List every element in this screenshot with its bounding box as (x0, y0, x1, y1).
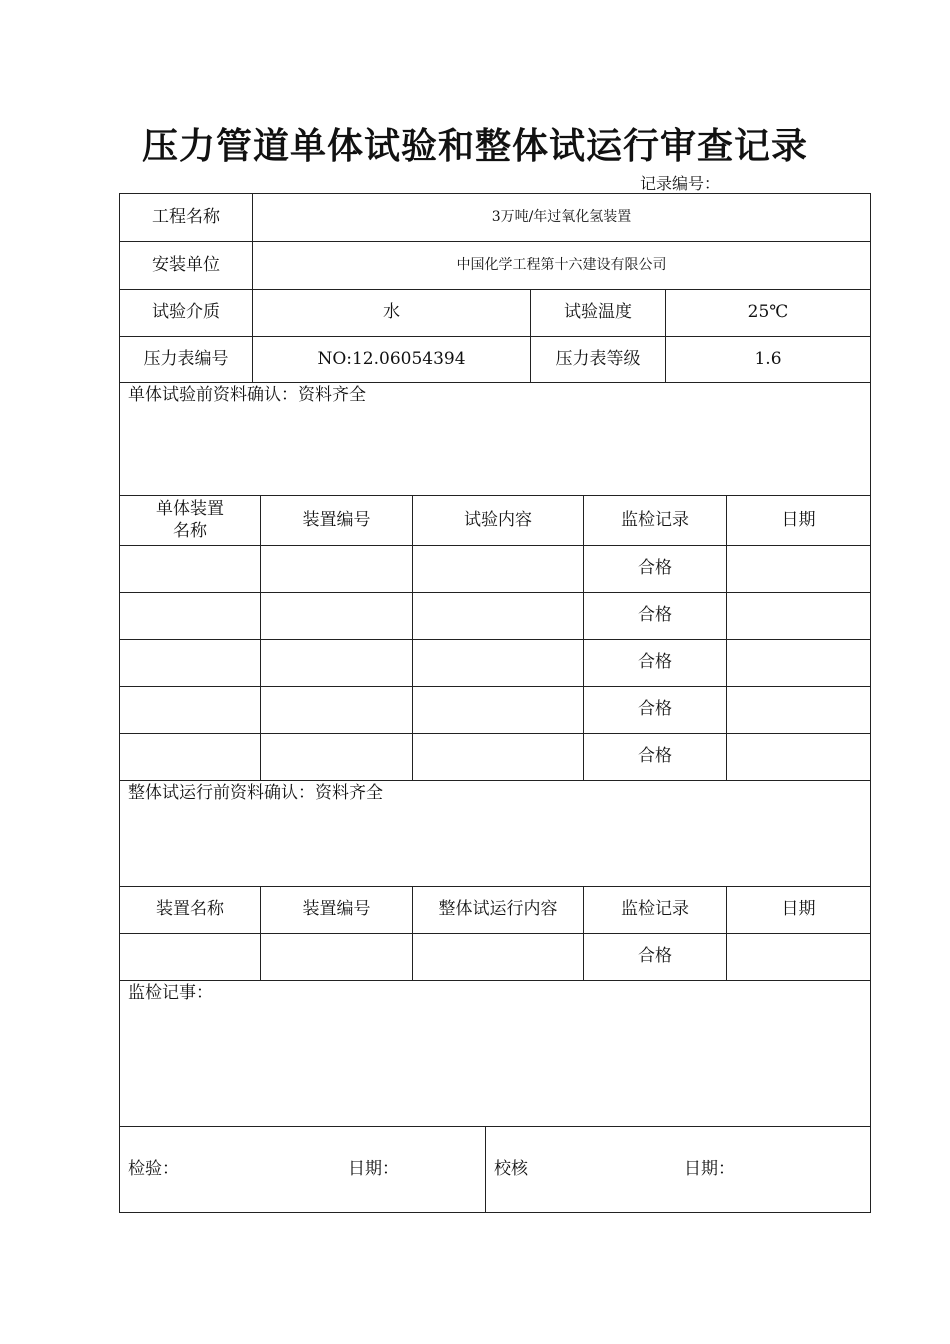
install-unit-label: 安装单位 (119, 241, 253, 290)
table-cell (726, 639, 871, 687)
table-cell (119, 686, 261, 734)
gauge-grade-label: 压力表等级 (530, 336, 666, 383)
table-cell-result: 合格 (583, 639, 727, 687)
notes-label: 监检记事： (128, 983, 213, 1003)
overall-header-content: 整体试运行内容 (412, 886, 584, 934)
table-cell (412, 686, 584, 734)
table-cell (119, 545, 261, 593)
table-cell-result: 合格 (583, 686, 727, 734)
overall-header-device-name: 装置名称 (119, 886, 261, 934)
table-cell-result: 合格 (583, 733, 727, 781)
table-cell-result: 合格 (583, 545, 727, 593)
table-cell (260, 592, 413, 640)
unit-test-confirm-label: 单体试验前资料确认： (128, 385, 298, 405)
checker-signature-cell (485, 1126, 871, 1213)
unit-header-test-content: 试验内容 (412, 495, 584, 546)
temperature-label: 试验温度 (530, 289, 666, 337)
table-cell (260, 639, 413, 687)
table-cell (412, 545, 584, 593)
overall-header-device-no: 装置编号 (260, 886, 413, 934)
overall-confirm-label: 整体试运行前资料确认： (128, 783, 315, 803)
gauge-number-value: NO:12.06054394 (252, 336, 531, 383)
table-cell-result: 合格 (583, 592, 727, 640)
project-name-value: 3万吨/年过氧化氢装置 (252, 193, 871, 242)
medium-value: 水 (252, 289, 531, 337)
checker-date-label: 日期： (684, 1158, 735, 1179)
table-cell (260, 933, 413, 981)
unit-header-device-name: 单体装置名称 (119, 495, 261, 546)
table-cell-result: 合格 (583, 933, 727, 981)
record-number-label: 记录编号： (640, 174, 721, 193)
overall-header-inspection: 监检记录 (583, 886, 727, 934)
unit-header-device-no: 装置编号 (260, 495, 413, 546)
gauge-number-label: 压力表编号 (119, 336, 253, 383)
table-cell (119, 639, 261, 687)
table-cell (726, 933, 871, 981)
inspection-notes (119, 980, 871, 1127)
medium-label: 试验介质 (119, 289, 253, 337)
table-cell (119, 933, 261, 981)
table-cell (726, 733, 871, 781)
table-cell (260, 686, 413, 734)
table-cell (412, 592, 584, 640)
unit-test-confirmation (119, 382, 871, 496)
inspector-signature-cell (119, 1126, 486, 1213)
install-unit-value: 中国化学工程第十六建设有限公司 (252, 241, 871, 290)
table-cell (726, 592, 871, 640)
table-cell (119, 592, 261, 640)
checker-label: 校核 (494, 1158, 528, 1179)
unit-header-date: 日期 (726, 495, 871, 546)
table-cell (726, 545, 871, 593)
gauge-grade-value: 1.6 (665, 336, 871, 383)
table-cell (260, 733, 413, 781)
overall-confirm-value: 资料齐全 (315, 783, 383, 803)
inspector-label: 检验： (128, 1158, 179, 1179)
unit-test-confirm-value: 资料齐全 (298, 385, 366, 405)
table-cell (412, 933, 584, 981)
overall-test-confirmation (119, 780, 871, 887)
inspector-date-label: 日期： (348, 1158, 399, 1179)
temperature-value: 25℃ (665, 289, 871, 337)
table-cell (260, 545, 413, 593)
project-name-label: 工程名称 (119, 193, 253, 242)
table-cell (119, 733, 261, 781)
table-cell (412, 639, 584, 687)
table-cell (726, 686, 871, 734)
table-cell (412, 733, 584, 781)
overall-header-date: 日期 (726, 886, 871, 934)
unit-header-inspection: 监检记录 (583, 495, 727, 546)
page-title: 压力管道单体试验和整体试运行审查记录 (141, 126, 808, 167)
